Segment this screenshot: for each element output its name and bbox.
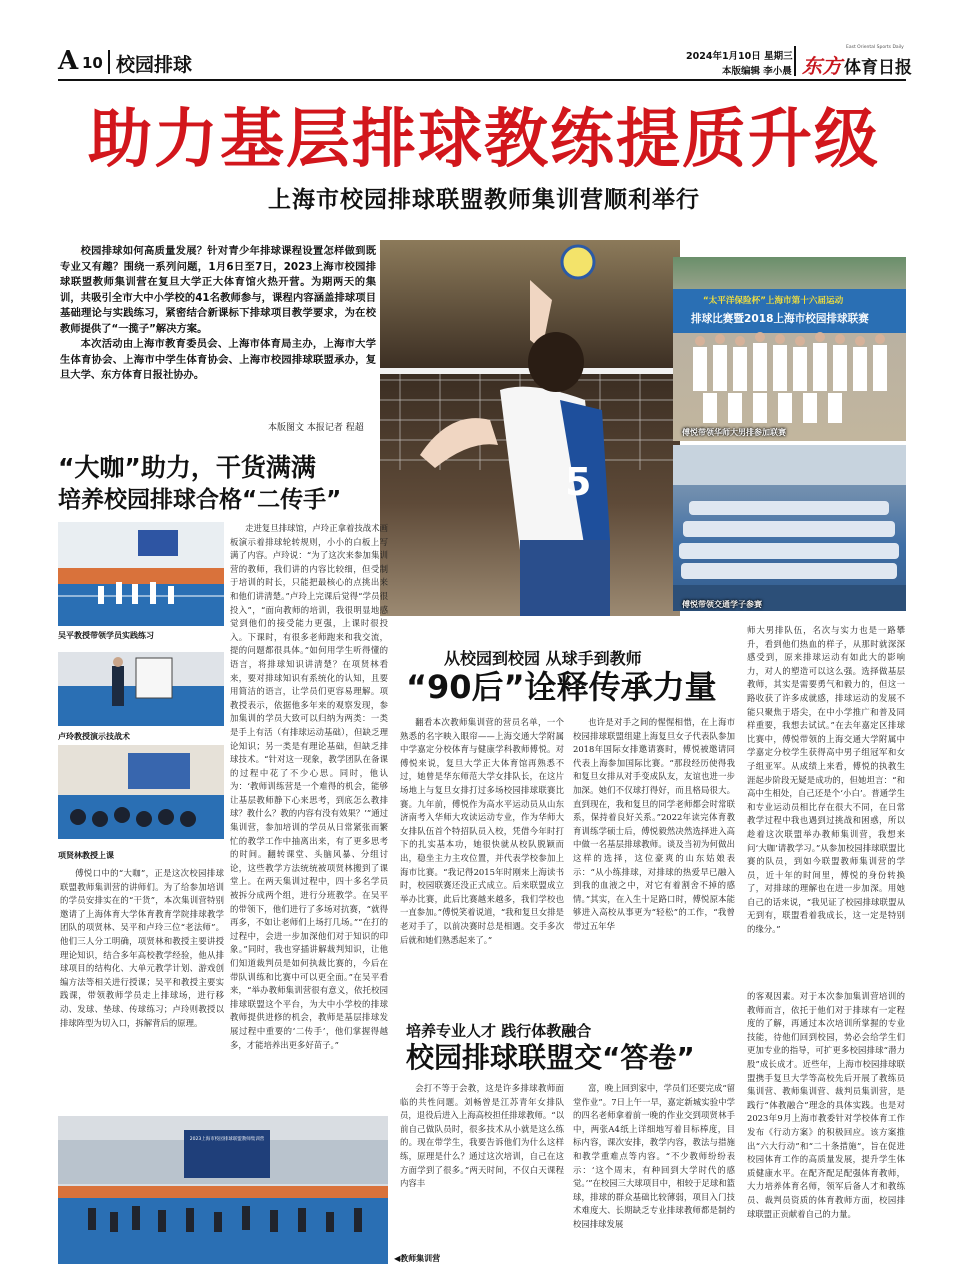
section3-kicker: 培养专业人才 践行体教融合 — [406, 1022, 592, 1040]
section2-col-2: 也许是对手之间的惺惺相惜，在上海市校园排球联盟组建上海复旦女子代表队参加2018年国际女排邀请赛时，傅悦被邀请同代表上海参加国际比赛。“那段经历使得我和复旦女排从对手变成队友，友谊也进一步加深。她们不仅球打得好，而且格局很大。直到现在，我和复旦的同学老师都会时常联系，保持着良好关系。”2022年读完体育教育训练学硕士后，傅悦毅然决然选择进入高中做一名基层排球教师。谈及当初为何做出这样的选择，这位豪爽的山东姑娘表示：“从小练排球，对排球的热爱早已融入到我的血液之中，对它有着割舍不掉的感情。”其实，在入生十足路口时，傅悦原本能够进入高校从事更为“轻松”的工作，“我曾带过五年华 — [573, 717, 735, 931]
bottom-photo — [58, 1116, 388, 1264]
section3-col-3: 的客观因素。对于本次参加集训营培训的教师而言，依托于他们对于排球有一定程度的了解，再通过本次培训所掌握的专业技能，待他们回到校园，势必会给学生们更加专业的指导，可扩更多校园排球“潜力股”成长成才。近些年，上海市校园排球联盟携手复旦大学等高校先后开展了教练员集训营、教师集训营、裁判员集训营，是践行“体教融合”理念的具体实践。也是对2023年9月上海市教委针对学校体育工作发布《行动方案》的积极回应。该方案推出“六大行动”和“二十条措施”，旨在促进校园体育工作的高质量发展，提升学生体质健康水平。在配齐配足配强体育教师，大力培养体育名师，领军后备人才和教练员、裁判员资质的体育教师方面，校园排球联盟正贡献着自己的力量。 — [747, 991, 905, 1219]
wu-photo — [58, 522, 224, 626]
screen-text: 2023上海市校园排球联盟教师集训营 — [189, 1137, 265, 1142]
group-photo — [673, 445, 906, 611]
section1-col-left: 傅悦口中的“大咖”，正是这次校园排球联盟教师集训营的讲师们。为了给参加培训的学员安排实在的“干货”，本次集训营特别邀请了上海体育大学体育教育学院排球教学团队的项贤林、吴平和卢玲三位“老法师”。他们三人分工明确，项贤林和教授主要讲授理论知识，结合多年高校教学经验，他从排球项目的结构化、大单元教学计划、游戏创编方法等相关进行授课；吴平和教授主要实践课，带领教师学员走上排球场，进行移动、发球、垫球、传球练习；卢玲则教授以排球阵型为切入口，拆解背后的原理。 — [60, 868, 224, 1028]
main-headline: 助力基层排球教练提质升级 — [88, 103, 880, 177]
section2-col-3: 师大男排队伍，名次与实力也是一路攀升，看到他们热血的样子，从那时就深深感受到，原来排球运动有如此大的影响力，对人的塑造可以这么强。选择做基层教师，其实是需要勇气和毅力的，但这一路收获了许多成就感，排球运动的发展不能只聚焦于塔尖，在中小学推广和普及同样重要，我想去试试。”在去年嘉定区排球比赛中，傅悦带领的上海交通大学附属中学嘉定分校学生获得高中男子组冠军和女子组亚军。从成绩上来看，傅悦的执教生涯起步阶段无疑是成功的，但她坦言：“和高中生相处，自己还是个‘小白’。普通学生和专业运动员相比存在很大不同，在日常教学过程中我也遇到过挑战和困惑，所以趁着这次联盟举办教师集训营，我想来问‘大咖’请教学习。”从参加校园排球联盟比赛的队员，到如今联盟教师集训营的学员，近十年的时间里，傅悦的身份转换了，对排球的理解也在进一步加深。用她自己的话来说，“我见证了校园排球联盟从无到有，联盟看着我成长，这一定是特别的缘分。” — [747, 625, 905, 935]
page-letter: A — [58, 46, 79, 76]
main-subheadline: 上海市校园排球联盟教师集训营顺利举行 — [268, 187, 700, 213]
masthead — [58, 44, 912, 80]
newspaper-logo — [802, 44, 912, 78]
logo-brand: 东方 — [802, 54, 842, 78]
section1-col-right: 走进复旦排球馆，卢玲正拿着技战术画板演示着排球轮转规则，小小的白板上写满了内容。卢玲说：“为了这次来参加集训营的教师，我们讲的内容比较细，但受制于培训的时长，只能把最核心的点挑出来和他们讲清楚。”卢玲上完课后觉得“学员很投入”，“面向教师的培训，我很明显地感觉到他们的接受能力更强，上课时很投入。下课时，有很多老师跑来和我交流，提的问题都很具体。”如何用学生听得懂的语言，将排球知识讲清楚？在项贤林看来，要对排球知识有系统化的认知，且要用简洁的语言，让学员们更容易理解。项教授表示，依据他多年来的观察发现，参加集训的学员大致可以归纳为两类：一类是手上有活（有排球运动基础），但缺乏理论知识；另一类是有理论基础，但缺乏排球技术。“针对这一现象，教学团队在备课的过程中花了不少心思。同时，他认为：‘教师训练营是一个难得的机会，能够让基层教师静下心来思考，到底怎么教排球？教什么？教的内容有没有效果？’”通过集训营，参加培训的学员从日常紧张而繁忙的教学工作中抽离出来，有了更多思考的时间。翻转课堂、头脑风暴、分组讨论，这些教学方法统统被项贤林搬到了课堂上。在两天集训过程中，四十多名学员被拆分成两个组，进行分班教学。在吴平的带领下，他们进行了多场对抗赛，“就得再多，不如让老师们上场打几场。”“在打的过程中，会进一步加深他们对于知识的印象。”同时，我也穿插讲解裁判知识，让他们知道裁判员是如何执裁比赛的，今后在带队训练和比赛中可以更全面。”在吴平看来，“举办教师集训营很有意义，依托校园排球联盟这个平台，为大中小学校的排球教师提供进修的机会，教师是基层排球发展过程中重要的‘二传手’，他们掌握得越多，才能培养出更多好苗子。” — [230, 523, 388, 1050]
wu-photo-caption: 吴平教授带领学员实践练习 — [58, 631, 154, 640]
masthead-rule — [58, 79, 906, 81]
section2-col-1: 翻看本次教师集训营的营员名单，一个熟悉的名字映入眼帘——上海交通大学附属中学嘉定分校体育与健康学科教师傅悦。对傅悦来说，复旦大学正大体育馆再熟悉不过，她曾是华东师范大学女排队长，在这片场地上与复旦女排打过多场校园排球联赛比赛。九年前，傅悦作为高水平运动员从山东济南考入华师大攻读运动专业，作为华师大女排队伍首个特招队员入校，凭借今年时打下的扎实基本功，她很快就从校队脱颖而出，稳坐主力主攻位置，并代表学校参加上海市比赛。“我记得2015年时刚来上海读书时，校园联赛还没正式成立。后来联盟成立举办比赛，此后比赛越来越多，我们学校也一直参加。”傅悦笑着说道，“我和复旦女排是老对手了，以前决赛时总是相遇。交手多次后就和她们熟悉起来了。” — [400, 717, 564, 945]
lu-photo — [58, 652, 224, 726]
group-photo-caption: 傅悦带领交通学子参赛 — [682, 600, 762, 609]
section-name: 校园排球 — [116, 54, 193, 76]
lede-paragraph-1: 校园排球如何高质量发展？针对青少年排球课程设置怎样做到既专业又有趣？围绕一系列问题，1月6日至7日，2023上海市校园排球联盟教师集训营在复旦大学正大体育馆火热开营。为期两天的集训，共吸引全市大中小学校的41名教师参与，课程内容涵盖排球项目基础理论与实践练习，紧密结合新课标下排球项目教学要求，为在校教师提供了“一揽子”解决方案。 — [60, 245, 376, 335]
section3-title: 校园排球联盟交“答卷” — [406, 1041, 695, 1074]
logo-divider — [794, 46, 796, 76]
lede-paragraph-2: 本次活动由上海市教育委员会、上海市体育局主办，上海市大学生体育协会、上海市中学生体育协会、上海市校园排球联盟承办，复旦大学、东方体育日报社协办。 — [60, 338, 376, 381]
spike-photo — [380, 240, 680, 616]
xiang-photo-caption: 项贤林教授上课 — [58, 851, 114, 860]
lede — [60, 244, 376, 434]
team-banner-line-2: 排球比赛暨2018上海市校园排球联赛 — [691, 313, 869, 325]
svg-text:5: 5 — [565, 460, 592, 504]
section1-title-line1: “大咖”助力，干货满满 — [58, 453, 316, 482]
lu-photo-caption: 卢玲教授演示技战术 — [58, 732, 130, 741]
section2-kicker: 从校园到校园 从球手到教师 — [444, 649, 642, 668]
section3-col-2: 富，晚上回到家中，学员们还要完成“留堂作业”。7日上午一早，嘉定新城实验中学的四名老师拿着前一晚的作业交到项贤林手中，两张A4纸上详细地写着目标棒度，目标内容，课次安排，教学内容，教法与措施和教学重难点等内容。“不少教师纷纷表示：‘这个周末，有种回到大学时代的感觉。’”在校园三大球项目中，相较于足球和篮球，排球的群众基础比较薄弱，项目入门技术难度大、长期缺乏专业排球教师都是制约校园排球发展 — [573, 1083, 735, 1229]
issue-date: 2024年1月10日 星期三 — [686, 51, 793, 62]
logo-subtitle: East Oriental Sports Daily — [846, 45, 904, 50]
byline: 本版图文 本报记者 程超 — [268, 423, 364, 433]
team-banner-line-1: “太平洋保险杯”上海市第十六届运动 — [703, 296, 844, 306]
masthead-divider — [108, 50, 110, 74]
xiang-photo — [58, 745, 224, 839]
logo-name: 体育日报 — [844, 58, 912, 78]
bottom-photo-caption: ◀教师集训营 — [394, 1254, 441, 1263]
page-number: 10 — [82, 54, 103, 72]
team-photo — [673, 257, 906, 441]
section3-col-1: 会打不等于会教，这是许多排球教师面临的共性问题。刘畅曾是江苏青年女排队员，退役后进入上海高校担任排球教师。“以前自己做队员时，很多技术从小就是这么练的。现在带学生，我要告诉他们为什么这样练，原理是什么？通过这次培训，自己在这方面学到了很多。”两天时间，不仅白天课程内容丰 — [400, 1083, 564, 1189]
section2-title: “90后”诠释传承力量 — [406, 668, 717, 706]
section1-title-line2: 培养校园排球合格“二传手” — [58, 487, 342, 513]
page-editor: 本版编辑 李小晨 — [722, 66, 792, 77]
team-photo-caption: 傅悦带领华师大男排参加联赛 — [682, 428, 786, 437]
